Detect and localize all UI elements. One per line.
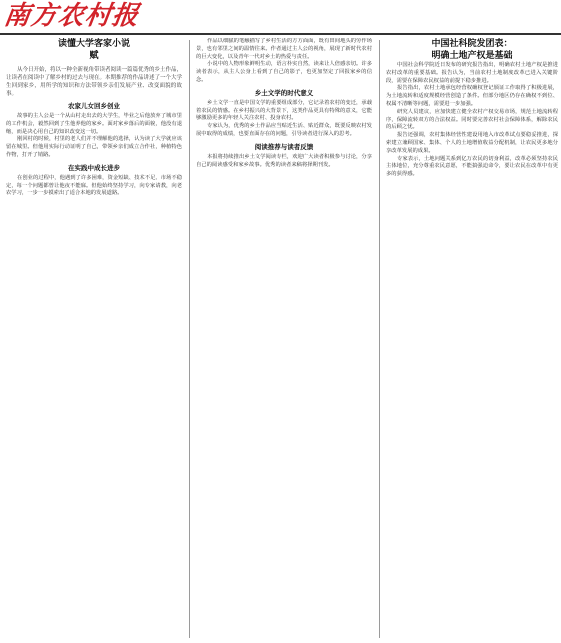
newspaper-title: 南方农村报 (1, 1, 142, 31)
article-paragraph: 作品以细腻的笔触描写了乡村生活的方方面面，既有田间地头的劳作场景，也有邻里之间的温情往来。作者通过主人公的视角，展现了新时代农村的巨大变化，以及青年一代对乡土的热爱与责任。 (196, 38, 372, 60)
masthead-divider (0, 33, 561, 35)
headline-line: 读懂大学客家小说 (57, 39, 130, 49)
article-deck: 从今日开始，将以一种全新视角带读者阅读一篇篇优秀的乡土作品，让读者在阅读中了解乡村的过去与现在。本期推荐的作品讲述了一个大学生回到家乡，用所学的知识和方法带领乡亲们发展产业、改变面貌的故事。 (6, 67, 182, 97)
article-body (6, 101, 182, 198)
article-column-2 (196, 38, 372, 640)
article-paragraph: 研究人员建议，应加快建立健全农村产权交易市场，规范土地流转程序，保障流转双方的合法权益。同时要完善农村社会保障体系，解除农民的后顾之忧。 (386, 108, 558, 131)
article-paragraph: 在创业的过程中，他遇到了许多困难，资金短缺、技术不足、市场不稳定，每一个问题都曾让他夜不能寐。但他始终坚持学习，向专家请教，向老农学习，一步一步摸索出了适合本地的发展道路。 (6, 174, 182, 197)
article-paragraph: 报告指出，农村土地承包经营权确权登记颁证工作取得了积极进展，为土地流转和适度规模经营创造了条件。但部分地区仍存在确权不到位、权属不清晰等问题，需要进一步加强。 (386, 85, 558, 107)
headline-line: 中国社科院发团表： (431, 39, 513, 49)
article-paragraph: 报告还强调，农村集体经营性建设用地入市改革试点要稳妥推进，探索建立兼顾国家、集体、个人的土地增值收益分配机制，让农民更多地分享改革发展的成果。 (386, 132, 558, 154)
section-subhead: 农家儿女回乡创业 (68, 102, 120, 110)
article-paragraph: 刚回村的时候，村里的老人们并不理解他的选择，认为读了大学就应该留在城里。但他用实际行动证明了自己，带领乡亲们成立合作社，种植特色作物，打开了销路。 (6, 136, 182, 158)
headline-line: 赋 (89, 51, 99, 61)
article-paragraph: 本报将持续推出乡土文学阅读专栏，欢迎广大读者积极参与讨论，分享自己的阅读感受和家乡故事。优秀的读者来稿将择期刊发。 (196, 153, 372, 168)
article-headline (6, 38, 182, 62)
headline-line: 明确土地产权是基础 (431, 51, 513, 61)
article-column-3 (386, 38, 558, 640)
article-body (386, 62, 558, 179)
section-subhead: 乡土文学的时代意义 (254, 88, 314, 97)
article-paragraph: 中国社会科学院近日发布的研究报告指出，明确农村土地产权是推进农村改革的重要基础。报告认为，当前农村土地制度改革已进入关键阶段，需要在保障农民权益的前提下稳步推进。 (386, 62, 558, 84)
column-divider (379, 40, 380, 638)
article-headline (386, 38, 558, 62)
article-paragraph: 故事的主人公是一个从山村走出去的大学生，毕业之后他放弃了城市里的工作机会，毅然回到了生他养他的家乡。面对家乡落后的面貌，他没有退缩，而是决心用自己的知识改变这一切。 (6, 113, 182, 135)
article-paragraph: 小说中的人物形象鲜明生动，语言朴实自然，读来让人倍感亲切。许多读者表示，从主人公身上看到了自己的影子，也更加坚定了回报家乡的信念。 (196, 61, 372, 83)
article-body (196, 38, 372, 169)
column-divider (189, 40, 190, 638)
article-paragraph: 专家表示，土地问题关系到亿万农民的切身利益，改革必须坚持农民主体地位，充分尊重农民意愿，不能搞强迫命令，要让农民在改革中有更多的获得感。 (386, 155, 558, 178)
masthead (0, 0, 561, 32)
section-subhead: 在实践中成长进步 (68, 163, 120, 172)
section-subhead: 阅读推荐与读者反馈 (254, 142, 314, 151)
article-column-1 (6, 38, 182, 640)
article-paragraph: 专家认为，优秀的乡土作品应当贴近生活、贴近群众，既要反映农村发展中取得的成绩，也要直面存在的问题，引导读者进行深入的思考。 (196, 123, 372, 137)
article-paragraph: 乡土文学一直是中国文学的重要组成部分，它记录着农村的变迁，承载着农民的情感。在乡村振兴的大背景下，这类作品更具有特殊的意义，它能够激励更多的年轻人关注农村、投身农村。 (196, 99, 372, 122)
